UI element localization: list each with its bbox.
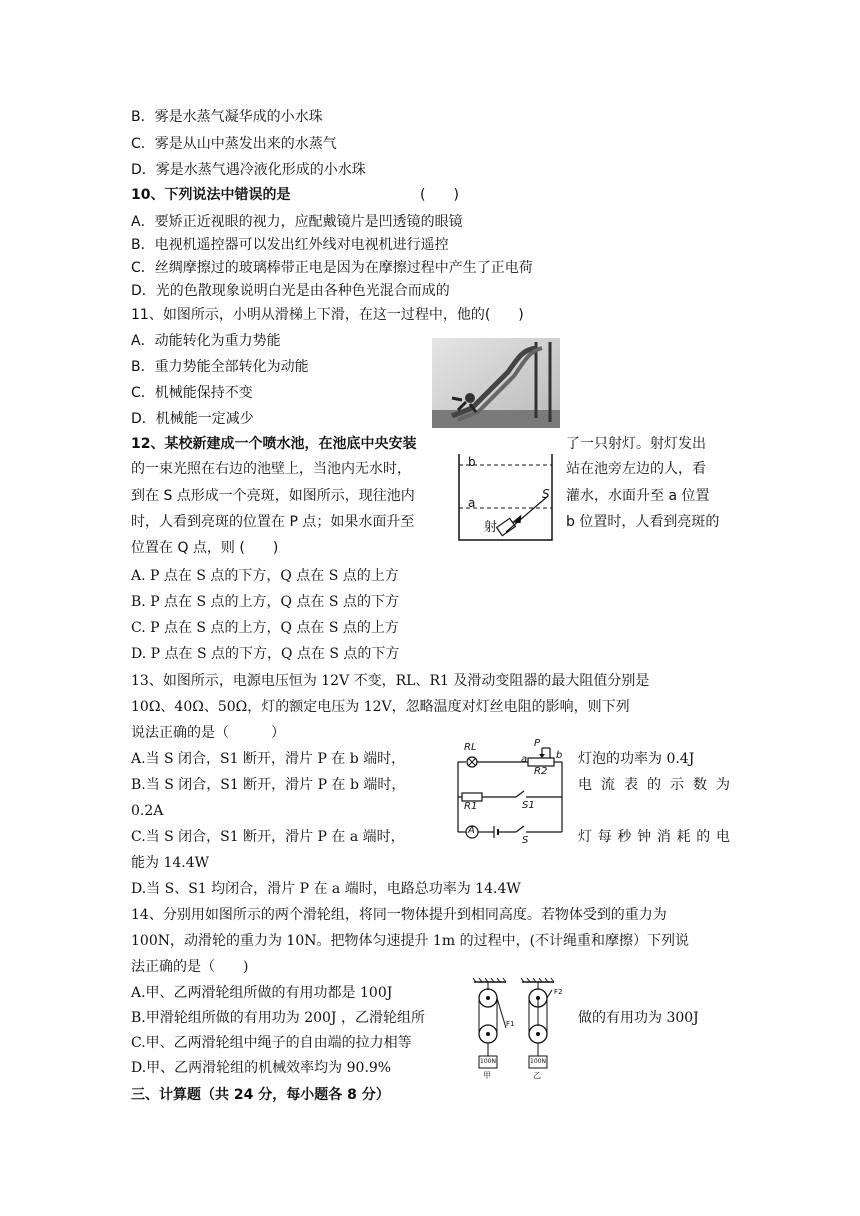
circuit-label-ammeter: A [468, 825, 475, 836]
pool-diagram [456, 452, 556, 542]
q13-option-b-left: B.当 S 闭合，S1 断开，滑片 P 在 b 端时， [131, 777, 406, 793]
circuit-label-rl: RL [464, 742, 477, 753]
pulley-diagram [470, 976, 566, 1082]
q10-option-c: C．丝绸摩擦过的玻璃棒带正电是因为在摩擦过程中产生了正电荷 [131, 260, 533, 276]
pulley-label-jia: 甲 [483, 1071, 491, 1080]
circuit-label-r2: R2 [534, 766, 548, 777]
q13-option-b-cont: 0.2A [131, 803, 164, 819]
q9-option-c: C．雾是从山中蒸发出来的水蒸气 [131, 136, 337, 152]
q11-option-b: B．重力势能全部转化为动能 [131, 359, 309, 375]
circuit-label-r1: R1 [464, 801, 478, 812]
circuit-label-p: P [534, 738, 541, 749]
q12-option-c: C. P 点在 S 点的上方，Q 点在 S 点的上方 [131, 620, 399, 636]
q9-option-d: D．雾是水蒸气遇冷液化形成的小水珠 [131, 162, 366, 178]
pulley-label-f2: F2 [554, 988, 563, 996]
circuit-label-a: a [521, 754, 528, 765]
pool-label-lamp: 射 [484, 520, 498, 535]
q12-line1-left [131, 434, 416, 454]
q13-line2: 10Ω、40Ω、50Ω，灯的额定电压为 12V，忽略温度对灯丝电阻的影响，则下列 [131, 699, 630, 715]
pulley-label-f1: F1 [506, 1020, 515, 1028]
pool-label-a: a [468, 496, 476, 510]
pulley-weight-yi: 100N [530, 1058, 546, 1065]
q13-option-b-right: 电流表的示数为 [578, 777, 730, 793]
q12-line2-left: 的一束光照在右边的池壁上，当池内无水时， [131, 461, 411, 477]
section-3-heading: 三、计算题（共 24 分，每小题各 8 分） [131, 1087, 390, 1103]
q12-option-d: D. P 点在 S 点的下方，Q 点在 S 点的下方 [131, 646, 400, 662]
q12-line5: 位置在 Q 点，则 ( ) [131, 540, 279, 556]
q14-option-b-right: 做的有用功为 300J [578, 1010, 699, 1026]
q12-line3-left: 到在 S 点形成一个亮斑，如图所示，现往池内 [131, 488, 415, 504]
circuit-diagram [444, 738, 568, 852]
q13-line3: 说法正确的是（ ） [131, 725, 285, 741]
q12-line4-right: b 位置时，人看到亮斑的 [566, 514, 720, 530]
q14-line1: 14、分别用如图所示的两个滑轮组，将同一物体提升到相同高度。若物体受到的重力为 [131, 907, 667, 923]
q13-option-a-left: A.当 S 闭合，S1 断开，滑片 P 在 b 端时， [131, 751, 406, 767]
circuit-label-b: b [556, 750, 563, 761]
q13-option-c-cont: 能为 14.4W [131, 855, 210, 871]
q13-line1-text: 13、如图所示，电源电压恒为 12V 不变，RL、R1 及滑动变阻器的最大阻值分别是 [131, 673, 650, 689]
pulley-label-yi: 乙 [533, 1071, 541, 1080]
q14-option-d: D.甲、乙两滑轮组的机械效率均为 90.9% [131, 1060, 392, 1076]
q11-option-d: D．机械能一定减少 [131, 411, 254, 427]
q11-option-a: A．动能转化为重力势能 [131, 333, 281, 349]
q12-line3-right: 灌水，水面升至 a 位置 [566, 488, 710, 504]
q13-option-c-right: 灯每秒钟消耗的电 [578, 829, 730, 845]
circuit-label-s1: S1 [522, 800, 535, 811]
q10-option-a: A．要矫正近视眼的视力，应配戴镜片是凹透镜的眼镜 [131, 214, 463, 230]
circuit-label-s: S [522, 835, 529, 846]
q13-option-c-left: C.当 S 闭合，S1 断开，滑片 P 在 a 端时， [131, 829, 405, 845]
q10-option-b: B．电视机遥控器可以发出红外线对电视机进行遥控 [131, 237, 449, 253]
q14-line3: 法正确的是（ ) [131, 959, 249, 975]
q12-option-a: A. P 点在 S 点的下方，Q 点在 S 点的上方 [131, 568, 399, 584]
q13-option-d: D.当 S、S1 均闭合，滑片 P 在 a 端时，电路总功率为 14.4W [131, 881, 521, 897]
pool-label-b: b [468, 455, 476, 469]
q11-stem: 11、如图所示，小明从滑梯上下滑，在这一过程中，他的( ) [131, 307, 524, 323]
q13-option-a-right: 灯泡的功率为 0.4J [578, 751, 695, 767]
slide-photo [432, 338, 560, 428]
q12-option-b: B. P 点在 S 点的上方，Q 点在 S 点的下方 [131, 594, 399, 610]
q14-line2: 100N，动滑轮的重力为 10N。把物体匀速提升 1m 的过程中，(不计绳重和摩擦）下列说 [131, 933, 690, 949]
q12-number-stem: 12、某校新建成一个喷水池，在池底中央安装 [131, 436, 417, 452]
q10-option-d: D．光的色散现象说明白光是由各种色光混合而成的 [131, 283, 450, 299]
q13-line1 [131, 671, 649, 691]
q14-option-c: C.甲、乙两滑轮组中绳子的自由端的拉力相等 [131, 1035, 412, 1051]
q11-option-c: C．机械能保持不变 [131, 385, 253, 401]
pool-label-s: S [542, 487, 550, 501]
q9-option-b: B．雾是水蒸气凝华成的小水珠 [131, 109, 323, 125]
pulley-weight-jia: 100N [480, 1058, 496, 1065]
q12-line1-right: 了一只射灯。射灯发出 [566, 436, 706, 452]
q10-stem: 10、下列说法中错误的是 [131, 187, 291, 203]
q14-option-a: A.甲、乙两滑轮组所做的有用功都是 100J [131, 985, 393, 1001]
q12-line2-right: 站在池旁左边的人，看 [566, 461, 706, 477]
q14-option-b-left: B.甲滑轮组所做的有用功为 200J ，乙滑轮组所 [131, 1010, 425, 1026]
q12-line4-left: 时，人看到亮斑的位置在 P 点；如果水面升至 [131, 514, 415, 530]
q10-answer-paren: ( ) [420, 187, 459, 203]
